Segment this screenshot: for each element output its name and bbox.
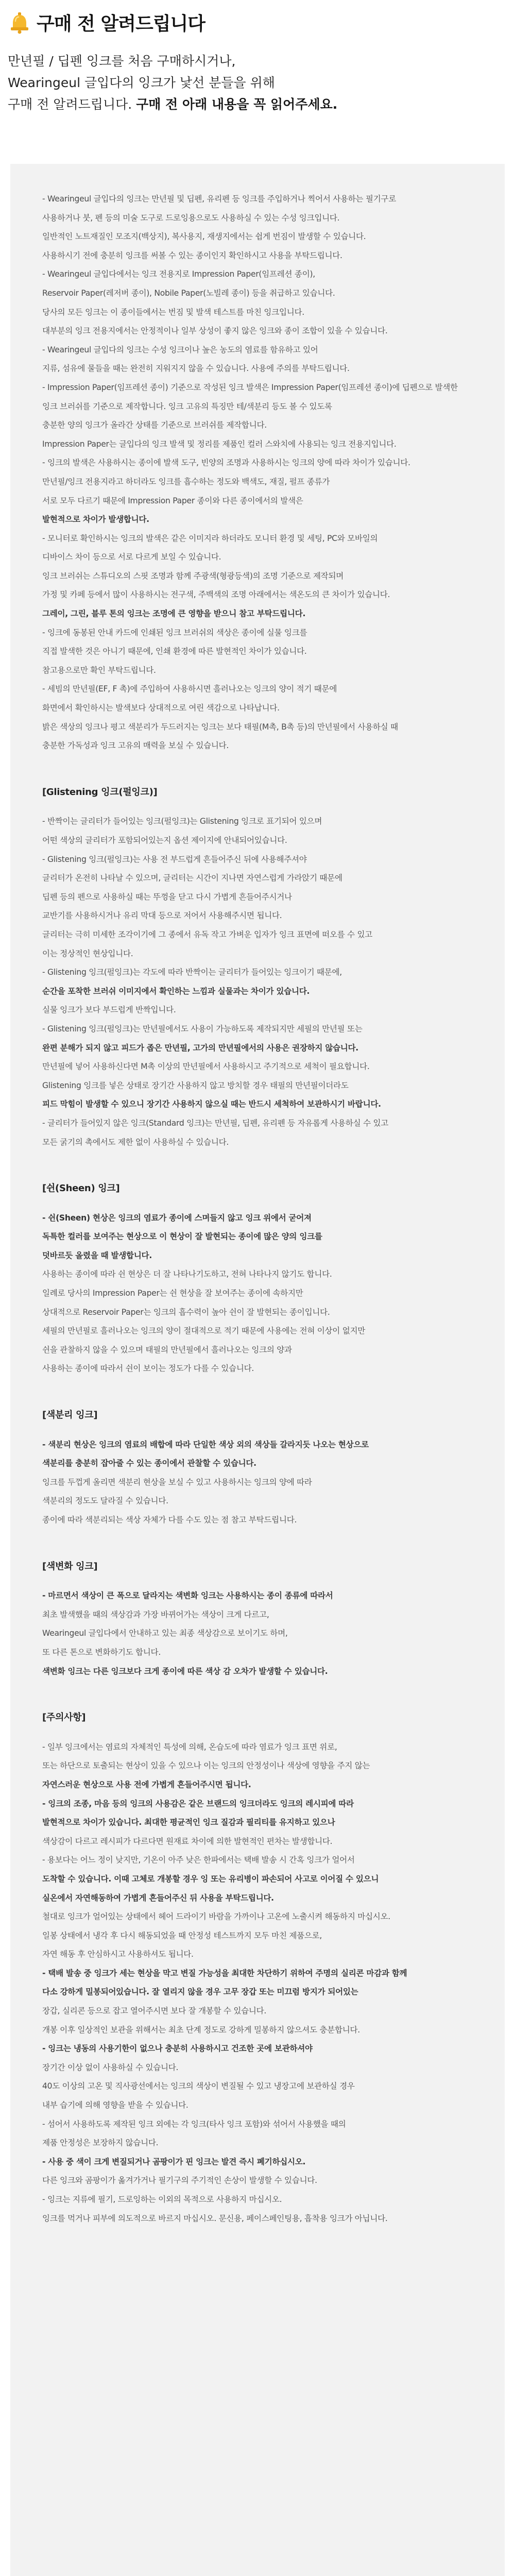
notice-line: 도착할 수 있습니다. 이때 고체로 개봉할 경우 잉 또는 유리병이 파손되어 사고로 이어질 수 있으니: [42, 1874, 379, 1884]
notice-line: 모든 굵기의 촉에서도 제한 없이 사용하실 수 있습니다.: [42, 1137, 229, 1147]
notice-line: 글리터는 극히 미세한 조각이기에 그 종에서 유독 작고 가벼운 입자가 잉크 표면에 떠오를 수 있고: [42, 929, 372, 939]
notice-line: 일봉 상태에서 냉각 후 다시 해동되었을 때 안정성 테스트까지 모두 마친 제품으로,: [42, 1930, 322, 1940]
notice-line: 자연 해동 후 안심하시고 사용하셔도 됩니다.: [42, 1950, 194, 1959]
notice-line: 최초 발색했을 때의 색상감과 가장 바뀌어가는 색상이 크게 다르고,: [42, 1609, 269, 1619]
notice-line: - Glistening 잉크(펄잉크)는 사용 전 부드럽게 흔들어주신 뒤에 사용해주셔야: [42, 854, 307, 864]
bell-icon: [8, 11, 31, 35]
notice-line: 대부분의 잉크 전용지에서는 안정적이나 일부 상성이 좋지 않은 잉크와 종이 조합이 있을 수 있습니다.: [42, 326, 388, 336]
notice-line: - 색분리 현상은 잉크의 염료의 배합에 따라 단일한 색상 외의 색상들 갈라지듯 나오는 현상으로: [42, 1439, 369, 1449]
notice-line: 화면에서 확인하시는 발색보다 상대적으로 여린 색감으로 나타납니다.: [42, 703, 280, 713]
section-spacer: [42, 755, 503, 783]
notice-line: 발현적으로 차이가 발생합니다.: [42, 515, 149, 524]
notice-line: 색상감이 다르고 레시피가 다르다면 원재료 차이에 의한 발현적인 편차는 발생합니다.: [42, 1836, 333, 1846]
notice-line: 디바이스 차이 등으로 서로 다르게 보일 수 있습니다.: [42, 552, 221, 562]
notice-line: 참고용으로만 확인 부탁드립니다.: [42, 665, 156, 675]
section-title-spacer: [42, 1727, 503, 1738]
section-title-spacer: [42, 1576, 503, 1586]
notice-line: 사용하는 종이에 따라서 쉰이 보이는 정도가 다를 수 있습니다.: [42, 1364, 254, 1374]
notice-line: - Wearingeul 글입다의 잉크는 수성 잉크이나 높은 농도의 염료를 함유하고 있어: [42, 345, 318, 354]
notice-line: - Impression Paper(임프레션 종이) 기준으로 작성된 잉크 발색은 Impression Paper(임프레션 종이)에 딥펜으로 발색한: [42, 382, 458, 392]
notice-line: - 잉크는 냉동의 사용기한이 없으나 충분히 사용하시고 건조한 곳에 보관하셔야: [42, 2044, 313, 2054]
intro-line-3-lead: 구매 전 알려드립니다.: [8, 97, 136, 112]
notice-line: 실온에서 자연해동하여 가볍게 흔들어주신 뒤 사용을 부탁드립니다.: [42, 1893, 274, 1903]
notice-line: 사용하거나 붓, 펜 등의 미술 도구로 드로잉용으로도 사용하실 수 있는 수성 잉크입니다.: [42, 213, 340, 223]
intro: [8, 50, 502, 115]
intro-line-1: 만년필 / 딥펜 잉크를 처음 구매하시거나,: [8, 54, 236, 69]
notice-line: 가정 및 카페 등에서 많이 사용하시는 전구색, 주백색의 조명 아래에서는 색온도의 큰 차이가 있습니다.: [42, 590, 390, 600]
notice-line: 다소 강하게 밀봉되어있습니다. 잘 열리지 않을 경우 고무 장갑 또는 미끄럼 방지가 되어있는: [42, 1987, 358, 1997]
section-spacer: [42, 1681, 503, 1708]
notice-line: 상대적으로 Reservoir Paper는 잉크의 흡수력이 높아 쉰이 잘 발현되는 종이입니다.: [42, 1307, 330, 1317]
notice-line: 이는 정상적인 현상입니다.: [42, 948, 133, 958]
section-title: [색분리 잉크]: [42, 1410, 98, 1421]
section-title-spacer: [42, 1425, 503, 1435]
notice-line: 딥펜 등의 펜으로 사용하실 때는 뚜껑을 닫고 다시 가볍게 흔들어주시거나: [42, 892, 292, 902]
notice-line: 피드 막힘이 발생할 수 있으니 장기간 사용하지 않으실 때는 반드시 세척하여 보관하시기 바랍니다.: [42, 1099, 381, 1109]
notice-line: 잉크 브러쉬를 기준으로 제작합니다. 잉크 고유의 특징만 테/색분리 등도 볼 수 있도록: [42, 401, 332, 411]
section-title: [색변화 잉크]: [42, 1561, 98, 1572]
notice-line: 덧바르듯 올렸을 때 발생합니다.: [42, 1250, 152, 1260]
notice-line: Reservoir Paper(레저버 종이), Nobile Paper(노빌레 종이) 등을 취급하고 있습니다.: [42, 288, 335, 298]
notice-line: 제품 안정성은 보장하지 않습니다.: [42, 2138, 159, 2148]
notice-line: - 용보다는 어느 정이 낮지만, 기온이 아주 낮은 한파에서는 택배 발송 시 간혹 잉크가 얼어서: [42, 1855, 355, 1865]
notice-line: - 택배 발송 중 잉크가 세는 현상을 막고 변질 가능성을 최대한 차단하기 위하여 주명의 실리콘 마감과 함께: [42, 1968, 407, 1978]
notice-line: - Glistening 잉크(펄잉크)는 만년필에서도 사용이 가능하도록 제작되지만 세필의 만년필 또는: [42, 1024, 363, 1033]
notice-line: - 반짝이는 글리터가 들어있는 잉크(펄잉크)는 Glistening 잉크로 표기되어 있으며: [42, 817, 322, 826]
section-spacer: [42, 1530, 503, 1557]
notice-line: 색분리의 정도도 달라질 수 있습니다.: [42, 1496, 168, 1506]
page-title: 구매 전 알려드립니다: [37, 13, 205, 35]
notice-line: 자연스러운 현상으로 사용 전에 가볍게 흔들어주시면 됩니다.: [42, 1780, 251, 1789]
notice-line: 쉰을 관찰하지 않을 수 있으며 태필의 만년필에서 흘러나오는 잉크의 양과: [42, 1345, 292, 1354]
notice-line: 만년필/잉크 전용지라고 하더라도 잉크를 흡수하는 정도와 백색도, 재질, 펄프 종류가: [42, 477, 330, 486]
notice-line: Impression Paper는 글입다의 잉크 발색 및 정리를 제품인 컬러 스와치에 사용되는 잉크 전용지입니다.: [42, 439, 397, 449]
page-header: [8, 9, 205, 36]
notice-line: 직접 발색한 것은 아니기 때문에, 인쇄 환경에 따른 발현적인 차이가 있습니다.: [42, 647, 307, 656]
notice-line: 충분한 가독성과 잉크 고유의 매력을 보실 수 있습니다.: [42, 741, 229, 751]
notice-line: Wearingeul 글입다에서 안내하고 있는 최종 색상감으로 보이기도 하며,: [42, 1629, 288, 1638]
notice-line: 내부 습기에 의해 영향을 받을 수 있습니다.: [42, 2100, 188, 2110]
notice-line: 색변화 잉크는 다른 잉크보다 크게 종이에 따른 색상 감 오차가 발생할 수 있습니다.: [42, 1666, 328, 1676]
notice-line: - 세빔의 만년필(EF, F 촉)에 주입하여 사용하시면 흘러나오는 잉크의 양이 적기 때문에: [42, 684, 337, 694]
notice-line: 40도 이상의 고온 및 직사광선에서는 잉크의 색상이 변질될 수 있고 냉장고에 보관하실 경우: [42, 2081, 355, 2091]
notice-line: 일반적인 노트재질인 모조지(백상지), 복사용지, 재생지에서는 쉽게 번짐이 발생할 수 있습니다.: [42, 232, 366, 242]
notice-line: 사용하시기 전에 충분히 잉크를 써볼 수 있는 종이인지 확인하시고 사용을 부탁드립니다.: [42, 250, 342, 260]
section-spacer: [42, 1378, 503, 1406]
notice-line: 일례로 당사의 Impression Paper는 쉰 현상을 잘 보여주는 종이에 속하지만: [42, 1289, 303, 1298]
notice-line: 다른 잉크와 곰팡이가 옮겨가거나 필기구의 주기적인 손상이 발생할 수 있습니다.: [42, 2176, 317, 2185]
section-title: [Glistening 잉크(펄잉크)]: [42, 786, 158, 798]
intro-line-3-emphasis: 구매 전 아래 내용을 꼭 읽어주세요.: [136, 97, 338, 112]
notice-line: - 모니터로 확인하시는 잉크의 발색은 같은 이미지라 하더라도 모니터 환경 및 세팅, PC와 모바일의: [42, 533, 378, 543]
notice-line: 또는 하단으로 토출되는 현상이 있을 수 있으나 이는 잉크의 안정성이나 색상에 영향을 주지 않는: [42, 1761, 370, 1771]
notice-line: 서로 모두 다르기 때문에 Impression Paper 종이와 다른 종이에서의 발색은: [42, 496, 303, 505]
notice-line: 당사의 모든 잉크는 이 종이들에서는 번짐 및 발색 테스트를 마친 잉크입니다.: [42, 307, 304, 317]
notice-line: 밝은 색상의 잉크나 평고 색분리가 두드러지는 잉크는 보다 태필(M촉, B촉 등)의 만년필에서 사용하실 때: [42, 722, 398, 732]
notice-line: - 쉰(Sheen) 현상은 잉크의 염료가 종이에 스며들지 않고 잉크 위에서 굳어져: [42, 1213, 312, 1223]
notice-line: 사용하는 종이에 따라 쉰 현상은 더 잘 나타나기도하고, 전혀 나타나지 않기도 합니다.: [42, 1269, 332, 1279]
notice-line: 잉크를 먹거나 피부에 의도적으로 바르지 마십시오. 문신용, 페이스페인팅용, 흡착용 잉크가 아닙니다.: [42, 2213, 388, 2223]
notice-line: 실물 잉크가 보다 부드럽게 반짝입니다.: [42, 1005, 176, 1015]
notice-line: - 사용 중 색이 크게 변질되거나 곰팡이가 핀 잉크는 발견 즉시 폐기하십시오.: [42, 2157, 306, 2166]
notice-line: - 잉크의 조종, 마음 등의 잉크의 사용감은 같은 브랜드의 잉크더라도 잉크의 레시피에 따라: [42, 1799, 354, 1808]
notice-line: 글리터가 온전히 나타날 수 있으며, 글리터는 시간이 지나면 자연스럽게 가라앉기 때문에: [42, 873, 342, 883]
notice-line: 잉크 브러쉬는 스튜디오의 스핏 조명과 함께 주광색(형광등색)의 조명 기준으로 제작되며: [42, 571, 344, 581]
notice-line: - 글리터가 들어있지 않은 잉크(Standard 잉크)는 만년필, 딥펜, 유리펜 등 자유롭게 사용하실 수 있고: [42, 1118, 389, 1128]
notice-line: 개봉 이후 일상적인 보관을 위해서는 최초 단계 정도로 강하게 밀봉하지 않으셔도 충분합니다.: [42, 2025, 360, 2035]
notice-line: - Glistening 잉크(펄잉크)는 각도에 따라 반짝이는 글리터가 들어있는 잉크이기 때문에,: [42, 968, 342, 977]
section-title-spacer: [42, 802, 503, 812]
notice-line: 독특한 컬러를 보여주는 현상으로 이 현상이 잘 발현되는 종이에 많은 양의 잉크를: [42, 1232, 322, 1242]
notice-line: 종이에 따라 색분리되는 색상 자체가 다를 수도 있는 점 참고 부탁드립니다.: [42, 1515, 297, 1524]
notice-line: 색분리를 충분히 잡아줄 수 있는 종이에서 관찰할 수 있습니다.: [42, 1459, 256, 1468]
notice-line: 완편 분해가 되지 않고 피드가 좁은 만년필, 고가의 만년필에서의 사용은 권장하지 않습니다.: [42, 1043, 358, 1053]
section-title-spacer: [42, 1198, 503, 1209]
notice-line: 장갑, 실리콘 등으로 잡고 열어주시면 보다 잘 개봉할 수 있습니다.: [42, 2006, 267, 2016]
notice-line: 지류, 섬유에 물들을 때는 완전히 지워지지 않을 수 있습니다. 사용에 주의를 부탁드립니다.: [42, 364, 350, 374]
notice-line: Glistening 잉크를 넣은 상태로 장기간 사용하지 않고 방치할 경우 태필의 만년필이더라도: [42, 1080, 349, 1090]
notice-line: 잉크를 두껍게 올리면 색분리 현상을 보실 수 있고 사용하시는 잉크의 양에 따라: [42, 1477, 312, 1487]
notice-line: 또 다른 톤으로 변화하기도 합니다.: [42, 1647, 161, 1657]
section-title: [주의사항]: [42, 1712, 86, 1723]
notice-line: - Wearingeul 글입다에서는 잉크 전용지로 Impression Paper(임프레션 종이),: [42, 269, 315, 279]
notice-line: 만년필에 넣어 사용하신다면 M촉 이상의 만년필에서 사용하시고 주기적으로 세척이 필요합니다.: [42, 1062, 370, 1072]
notice-line: 철대로 잉크가 얼어있는 상태에서 헤어 드라이기 바람을 가까이나 고온에 노출시켜 해동하지 마십시오.: [42, 1912, 390, 1922]
notice-line: - 잉크의 발색은 사용하시는 종이에 발색 도구, 빈양의 조명과 사용하시는 잉크의 양에 따라 차이가 있습니다.: [42, 458, 410, 468]
notice-line: 발현적으로 차이가 있습니다. 최대한 평균적인 잉크 질감과 필리티를 유지하고 있으나: [42, 1818, 335, 1827]
notice-line: - Wearingeul 글입다의 잉크는 만년필 및 딥펜, 유리펜 등 잉크를 주입하거나 찍어서 사용하는 필기구로: [42, 194, 397, 204]
notice-line: - 잉크는 지류에 필기, 드로잉하는 이외의 목적으로 사용하지 마십시오.: [42, 2195, 282, 2204]
notice-line: 그레이, 그린, 블루 톤의 잉크는 조명에 큰 영향을 받으니 참고 부탁드립니다.: [42, 609, 306, 619]
notice-line: 교반기를 사용하시거나 유리 막대 등으로 저어서 사용해주시면 됩니다.: [42, 911, 282, 921]
notice-line: 충분한 양의 잉크가 올라간 상태를 기준으로 브러쉬를 제작합니다.: [42, 420, 267, 430]
section-title: [쉰(Sheen) 잉크]: [42, 1183, 120, 1194]
notice-line: 세필의 만년필로 흘러나오는 잉크의 양이 절대적으로 적기 때문에 사용에는 전혀 이상이 없지만: [42, 1326, 366, 1336]
notice-line: 장기간 이상 없이 사용하실 수 있습니다.: [42, 2062, 179, 2072]
section-spacer: [42, 1151, 503, 1179]
intro-line-2: Wearingeul 글입다의 잉크가 낯선 분들을 위해: [8, 75, 275, 90]
notice-content: [42, 190, 503, 2228]
notice-line: - 일부 잉크에서는 염료의 자체적인 특성에 의해, 온습도에 따라 염료가 잉크 표면 위로,: [42, 1742, 337, 1752]
notice-line: - 섬어서 사용하도록 제작된 잉크 외에는 각 잉크(타사 잉크 포함)와 섞어서 사용했을 때의: [42, 2119, 346, 2129]
notice-line: 순간을 포착한 브러쉬 이미지에서 확인하는 느낌과 실물과는 차이가 있습니다.: [42, 986, 310, 996]
notice-line: 어떤 색상의 글리터가 포함되어있는지 옵션 제이지에 안내되어있습니다.: [42, 836, 287, 845]
notice-line: - 잉크에 동봉된 안내 카드에 인쇄된 잉크 브러쉬의 색상은 종이에 실물 잉크를: [42, 628, 307, 637]
intro-line-3: [8, 94, 502, 115]
notice-line: - 마르면서 색상이 큰 폭으로 달라지는 색변화 잉크는 사용하시는 종이 종류에 따라서: [42, 1591, 333, 1601]
